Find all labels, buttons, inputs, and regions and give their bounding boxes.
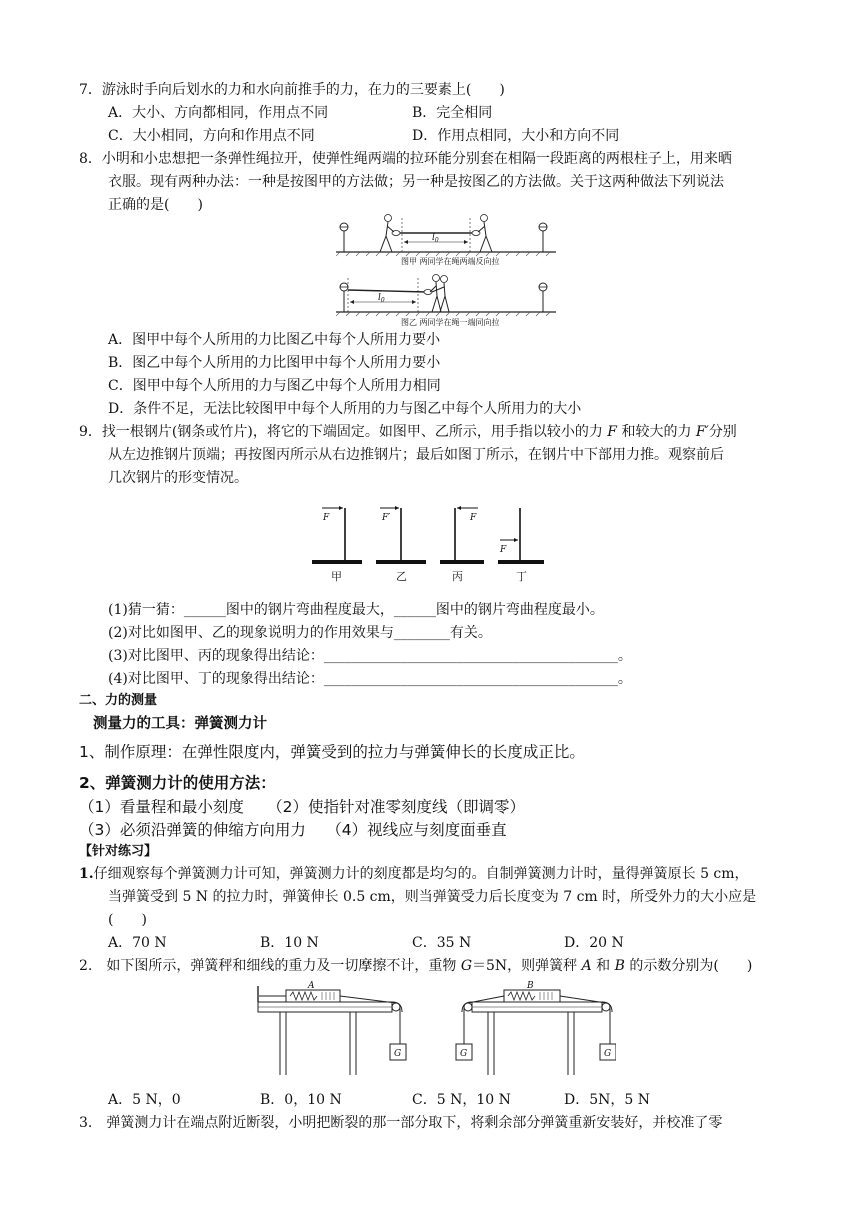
q8-option-a: A．图甲中每个人所用的力比图乙中每个人所用力要小 <box>108 332 441 348</box>
p2-option-a: A．5 N，0 <box>108 1092 181 1108</box>
svg-text:乙: 乙 <box>396 570 407 583</box>
figure-jia <box>336 215 556 267</box>
q7-option-d: D．作用点相同，大小和方向不同 <box>412 128 620 144</box>
svg-text:甲: 甲 <box>331 570 342 583</box>
length-label-jia: $l_0$ <box>432 233 439 244</box>
figure-yi <box>336 275 556 328</box>
p3-stem-line1: 3. 弹簧测力计在端点附近断裂，小明把断裂的那一部分取下，将剩余部分弹簧重新安装好，并校准了零 <box>79 1115 723 1131</box>
p1-stem-line1: 1.仔细观察每个弹簧测力计可知，弹簧测力计的刻度都是均匀的。自制弹簧测力计时，量得弹簧原长 5 cm， <box>79 866 749 882</box>
svg-text:G: G <box>604 1049 612 1059</box>
q7-option-c: C．大小相同，方向和作用点不同 <box>108 128 315 144</box>
q8-option-d: D．条件不足，无法比较图甲中每个人所用的力与图乙中每个人所用力的大小 <box>108 401 582 417</box>
q9-stem-line3: 几次钢片的形变情况。 <box>108 470 248 486</box>
q7-option-b: B．完全相同 <box>412 105 493 121</box>
q9-stem-line1: 9．找一根钢片(钢条或竹片)，将它的下端固定。如图甲、乙所示，用手指以较小的力 F 和较大的力 F′分别 <box>79 424 737 440</box>
svg-text:丙: 丙 <box>452 570 463 583</box>
figure-yi-caption: 图乙 两同学在绳一端同向拉 <box>401 318 500 327</box>
section2-heading: 二、力的测量 <box>79 693 158 708</box>
table-b <box>456 981 616 1075</box>
svg-text:F: F <box>500 545 507 555</box>
p1-option-b: B．10 N <box>260 935 319 951</box>
q9-sub1: (1)猜一猜：______图中的钢片弯曲程度最大，______图中的钢片弯曲程度最小。 <box>108 602 604 618</box>
rope-figure <box>336 212 556 330</box>
q9-stem-line2: 从左边推钢片顶端；再按图丙所示从右边推钢片；最后如图丁所示，在钢片中下部用力推。观察前后 <box>108 447 724 463</box>
usage-row-1: （1）看量程和最小刻度 （2）使指针对准零刻度线（即调零） <box>79 798 525 816</box>
p1-option-a: A．70 N <box>108 935 167 951</box>
p1-option-d: D．20 N <box>564 935 624 951</box>
usage-row-2: （3）必须沿弹簧的伸缩方向用力 （4）视线应与刻度面垂直 <box>79 821 507 839</box>
q7-stem: 7．游泳时手向后划水的力和水向前推手的力，在力的三要素上( ) <box>79 82 505 98</box>
q8-option-b: B．图乙中每个人所用的力比图甲中每个人所用力要小 <box>108 355 441 371</box>
p1-option-c: C．35 N <box>412 935 472 951</box>
q8-option-c: C．图甲中每个人所用的力与图乙中每个人所用力相同 <box>108 378 441 394</box>
p2-stem: 2. 如下图所示，弹簧秤和细线的重力及一切摩擦不计，重物 G＝5N，则弹簧秤 A 和 B 的示数分别为( ) <box>79 958 753 974</box>
principle-text: 1、制作原理：在弹性限度内，弹簧受到的拉力与弹簧伸长的长度成正比。 <box>79 743 585 761</box>
strip-yi <box>376 506 426 583</box>
p2-option-b: B．0，10 N <box>260 1092 342 1108</box>
q9-sub2: (2)对比如图甲、乙的现象说明力的作用效果与________有关。 <box>108 625 492 641</box>
spring-scale-figure <box>256 980 616 1085</box>
q9-sub4: (4)对比图甲、丁的现象得出结论：__________________________________________。 <box>108 671 632 687</box>
q8-stem-line2: 衣服。现有两种办法：一种是按图甲的方法做；另一种是按图乙的方法做。关于这两种做法下列说法 <box>108 174 724 190</box>
table-a <box>258 981 406 1075</box>
tool-heading: 测量力的工具：弹簧测力计 <box>93 716 267 732</box>
svg-text:G: G <box>394 1049 402 1059</box>
svg-text:F: F <box>470 513 477 523</box>
svg-text:G: G <box>460 1049 468 1059</box>
svg-text:F: F <box>323 513 330 523</box>
svg-text:丁: 丁 <box>516 570 527 583</box>
q8-stem-line1: 8．小明和小忠想把一条弹性绳拉开，使弹性绳两端的拉环能分别套在相隔一段距离的两根柱子上，用来晒 <box>79 151 732 167</box>
q7-option-a: A．大小、方向都相同，作用点不同 <box>108 105 329 121</box>
steel-strip-figure <box>312 500 548 590</box>
p1-stem-line2: 当弹簧受到 5 N 的拉力时，弹簧伸长 0.5 cm，则当弹簧受力后长度变为 7 cm 时，所受外力的大小应是 <box>108 889 757 905</box>
strip-jia <box>312 506 362 583</box>
strip-bing <box>440 506 484 583</box>
usage-title: 2、弹簧测力计的使用方法： <box>79 774 276 792</box>
svg-text:B: B <box>527 981 534 991</box>
practice-heading: 【针对练习】 <box>79 844 158 859</box>
q8-stem-line3: 正确的是( ) <box>108 197 203 213</box>
length-label-yi: $l_0$ <box>378 293 385 304</box>
q9-sub3: (3)对比图甲、丙的现象得出结论：__________________________________________。 <box>108 648 632 664</box>
p1-stem-line3: ( ) <box>108 912 147 928</box>
p2-option-d: D．5N，5 N <box>564 1092 650 1108</box>
svg-text:F′: F′ <box>382 513 391 523</box>
strip-ding <box>498 508 544 583</box>
svg-text:A: A <box>308 981 315 991</box>
p2-option-c: C．5 N，10 N <box>412 1092 511 1108</box>
figure-jia-caption: 图甲 两同学在绳两端反向拉 <box>401 257 500 266</box>
